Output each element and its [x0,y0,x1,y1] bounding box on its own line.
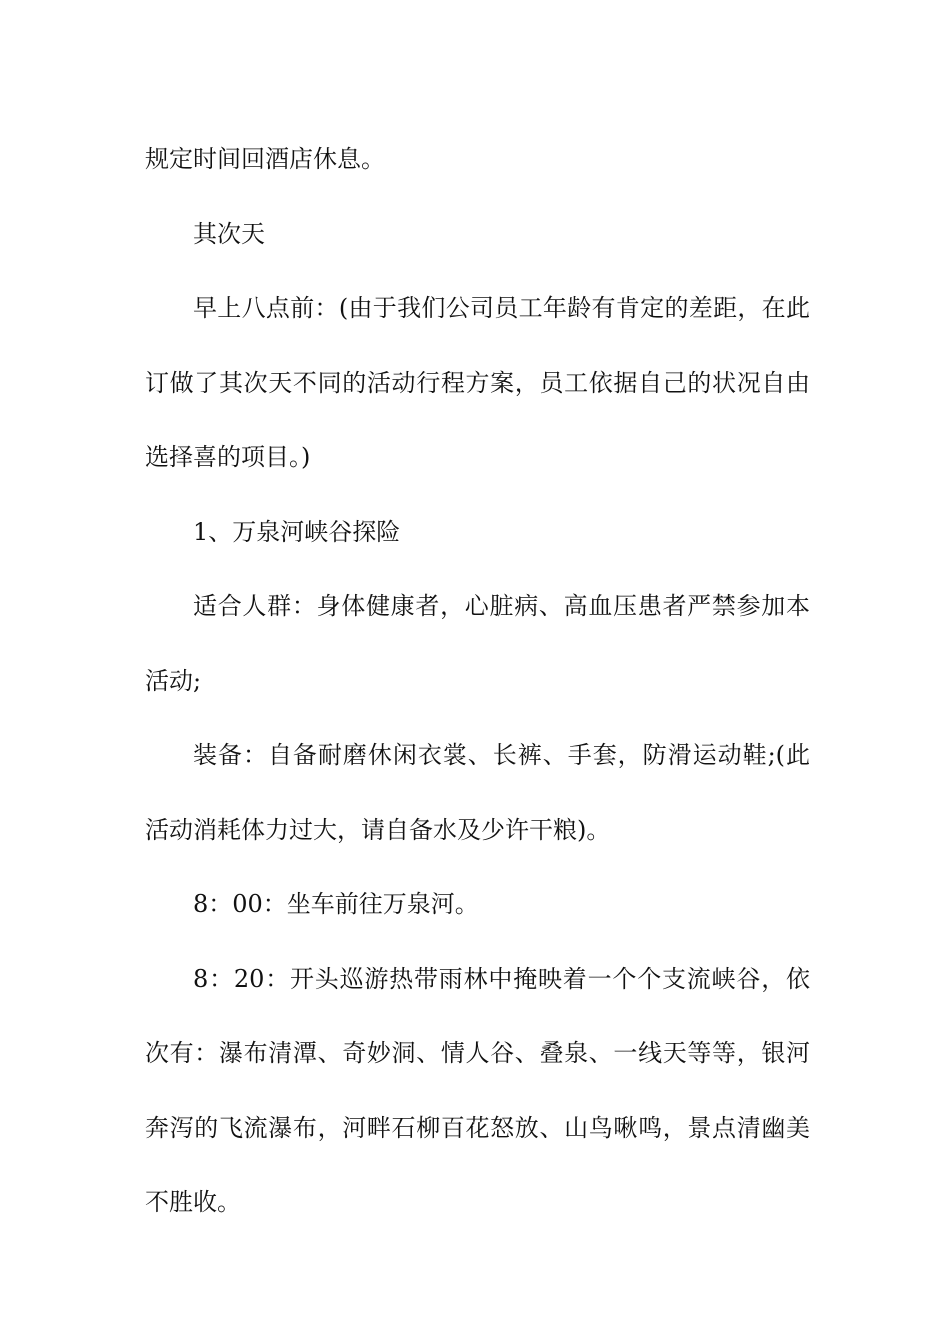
paragraph-suitable-people: 适合人群：身体健康者，心脏病、高血压患者严禁参加本活动; [145,592,810,695]
paragraph-activity-title: 1、万泉河峡谷探险 [193,517,401,546]
paragraph-morning-note: 早上八点前：(由于我们公司员工年龄有肯定的差距，在此订做了其次天不同的活动行程方案，员工依据自己的状况自由选择喜的项目。) [145,294,810,471]
paragraph-continuation: 规定时间回酒店休息。 [145,145,385,173]
paragraph-schedule-0800: 8：00：坐车前往万泉河。 [193,890,479,918]
paragraph-schedule-0820: 8：20：开头巡游热带雨林中掩映着一个个支流峡谷，依次有：瀑布清潭、奇妙洞、情人谷、叠泉、一线天等等，银河奔泻的飞流瀑布，河畔石柳百花怒放、山鸟啾鸣，景点清幽美不胜收。 [145,964,810,1216]
document-body [145,122,810,1240]
paragraph-equipment: 装备：自备耐磨休闲衣裳、长裤、手套，防滑运动鞋;(此活动消耗体力过大，请自备水及少许干粮)。 [145,741,810,844]
paragraph-day-heading: 其次天 [193,219,265,248]
